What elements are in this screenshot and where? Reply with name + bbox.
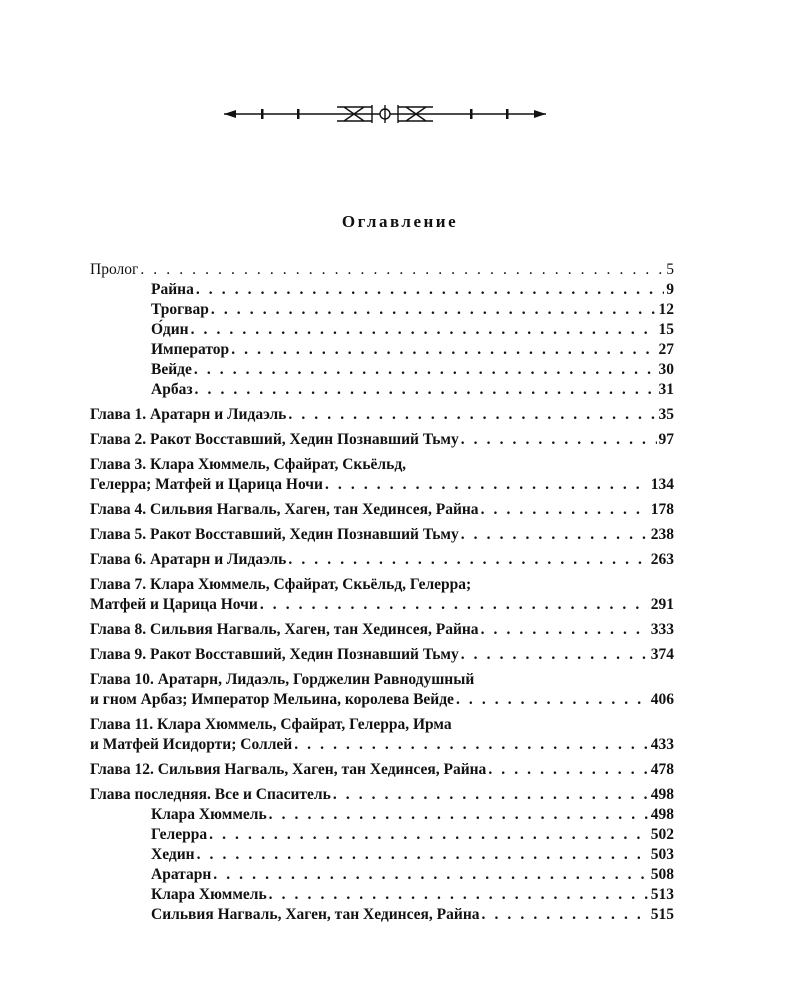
- toc-entry: [90, 865, 674, 885]
- toc-entry: [90, 550, 674, 570]
- toc-page-number: 498: [650, 806, 674, 823]
- toc-entry-title: Глава 11. Клара Хюммель, Сфайрат, Гелерра, Ирма: [90, 716, 452, 733]
- dot-leader: [140, 260, 664, 280]
- toc-entry-line: [90, 595, 674, 615]
- dot-leader: [461, 525, 649, 545]
- toc-page-number: 15: [658, 321, 674, 338]
- toc-entry-title: Глава 3. Клара Хюммель, Сфайрат, Скьёльд,: [90, 456, 407, 473]
- toc-entry: [90, 405, 674, 425]
- toc-entry-title: Матфей и Царица Ночи: [90, 596, 258, 613]
- toc-entry: [90, 670, 674, 710]
- toc-entry-line: [90, 645, 674, 665]
- toc-entry: [90, 380, 674, 400]
- toc-entry-title: Вейде: [151, 361, 192, 378]
- toc-page-number: 263: [650, 551, 674, 568]
- toc-entry-line: [90, 690, 674, 710]
- toc-entry-title: Глава 1. Аратарн и Лидаэль: [90, 406, 287, 423]
- toc-page-number: 515: [650, 906, 674, 923]
- dot-leader: [481, 620, 649, 640]
- toc-entry-line: [151, 340, 674, 360]
- dot-leader: [213, 865, 648, 885]
- toc-entry-line: [90, 760, 674, 780]
- toc-page-number: 406: [650, 691, 674, 708]
- dot-leader: [461, 430, 657, 450]
- dot-leader: [196, 280, 664, 300]
- toc-entry-line: [151, 845, 674, 865]
- toc-entry-title: О́дин: [151, 321, 189, 338]
- dot-leader: [325, 475, 649, 495]
- toc-entry-title: Глава 12. Сильвия Нагваль, Хаген, тан Хединсея, Райна: [90, 761, 487, 778]
- toc-entry-line: [90, 735, 674, 755]
- toc-entry-title: Глава 8. Сильвия Нагваль, Хаген, тан Хединсея, Райна: [90, 621, 479, 638]
- toc-page-number: 291: [650, 596, 674, 613]
- dot-leader: [488, 760, 648, 780]
- toc-entry-title: Глава 6. Аратарн и Лидаэль: [90, 551, 287, 568]
- page-title: Оглавление: [341, 212, 459, 231]
- toc-entry: [90, 905, 674, 925]
- decorative-ornament-divider: [222, 103, 548, 125]
- toc-page-number: 97: [658, 431, 674, 448]
- table-of-contents: [90, 260, 674, 925]
- dot-leader: [481, 500, 649, 520]
- toc-entry-title: Глава 7. Клара Хюммель, Сфайрат, Скьёльд, Гелерра;: [90, 576, 472, 593]
- toc-entry-line: [90, 670, 674, 690]
- toc-entry-title: Глава 9. Ракот Восставший, Хедин Познавший Тьму: [90, 646, 459, 663]
- dot-leader: [211, 300, 657, 320]
- toc-page-number: 374: [650, 646, 674, 663]
- toc-entry-title: Глава последняя. Все и Спаситель: [90, 786, 331, 803]
- toc-page-number: 30: [658, 361, 674, 378]
- toc-entry: [90, 785, 674, 805]
- toc-entry-title: Глава 2. Ракот Восставший, Хедин Познавший Тьму: [90, 431, 459, 448]
- toc-entry-title: Гелерра: [151, 826, 208, 843]
- toc-page-number: 12: [658, 301, 674, 318]
- toc-page-number: 178: [650, 501, 674, 518]
- toc-entry-line: [151, 885, 674, 905]
- dot-leader: [195, 380, 657, 400]
- toc-entry-line: [151, 280, 674, 300]
- dot-leader: [288, 550, 648, 570]
- toc-page-number: 31: [658, 381, 674, 398]
- toc-entry: [90, 805, 674, 825]
- toc-entry-line: [90, 475, 674, 495]
- toc-entry-title: Хедин: [151, 846, 195, 863]
- toc-page-number: 35: [658, 406, 674, 423]
- toc-entry-line: [151, 805, 674, 825]
- toc-entry-line: [151, 320, 674, 340]
- toc-entry-line: [151, 360, 674, 380]
- toc-entry-line: [151, 380, 674, 400]
- dot-leader: [191, 320, 657, 340]
- toc-entry-title: Клара Хюммель: [151, 886, 267, 903]
- toc-entry-title: Гелерра; Матфей и Царица Ночи: [90, 476, 323, 493]
- toc-page-number: 27: [658, 341, 674, 358]
- toc-entry: [90, 360, 674, 380]
- toc-entry: [90, 300, 674, 320]
- dot-leader: [482, 905, 649, 925]
- toc-entry: [90, 845, 674, 865]
- toc-entry: [90, 620, 674, 640]
- dot-leader: [333, 785, 649, 805]
- toc-entry: [90, 500, 674, 520]
- toc-entry-title: Император: [151, 341, 230, 358]
- toc-entry-title: и гном Арбаз; Император Мельина, королева Вейде: [90, 691, 454, 708]
- toc-page-number: 513: [650, 886, 674, 903]
- toc-page-number: 134: [650, 476, 674, 493]
- toc-entry-title: Райна: [151, 281, 194, 298]
- toc-entry-line: [90, 550, 674, 570]
- toc-entry: [90, 525, 674, 545]
- toc-entry-title: Глава 4. Сильвия Нагваль, Хаген, тан Хединсея, Райна: [90, 501, 479, 518]
- toc-entry-line: [90, 575, 674, 595]
- toc-entry-line: [90, 525, 674, 545]
- dot-leader: [260, 595, 649, 615]
- toc-entry-title: Пролог: [90, 261, 139, 278]
- toc-page-number: 9: [666, 281, 674, 298]
- toc-entry: [90, 320, 674, 340]
- toc-entry: [90, 575, 674, 615]
- toc-entry-line: [90, 260, 674, 280]
- toc-entry: [90, 825, 674, 845]
- toc-entry-title: Трогвар: [151, 301, 209, 318]
- toc-page-number: 508: [650, 866, 674, 883]
- dot-leader: [294, 735, 649, 755]
- toc-entry-title: Клара Хюммель: [151, 806, 267, 823]
- toc-entry-title: Аратарн: [151, 866, 212, 883]
- toc-entry-line: [90, 620, 674, 640]
- toc-entry-line: [90, 455, 674, 475]
- toc-entry-line: [90, 785, 674, 805]
- toc-page-number: 478: [650, 761, 674, 778]
- toc-page-number: 238: [650, 526, 674, 543]
- toc-entry-title: Арбаз: [151, 381, 193, 398]
- toc-entry: [90, 455, 674, 495]
- dot-leader: [194, 360, 657, 380]
- toc-entry: [90, 715, 674, 755]
- dot-leader: [288, 405, 656, 425]
- toc-entry: [90, 645, 674, 665]
- dot-leader: [456, 690, 649, 710]
- toc-page-number: 498: [650, 786, 674, 803]
- toc-entry-title: Сильвия Нагваль, Хаген, тан Хединсея, Райна: [151, 906, 480, 923]
- toc-entry-line: [90, 715, 674, 735]
- toc-entry: [90, 340, 674, 360]
- toc-page-number: 502: [650, 826, 674, 843]
- toc-entry-line: [90, 430, 674, 450]
- toc-page-number: 503: [650, 846, 674, 863]
- dot-leader: [461, 645, 649, 665]
- toc-entry-line: [151, 905, 674, 925]
- toc-page-number: 433: [650, 736, 674, 753]
- toc-entry: [90, 760, 674, 780]
- toc-entry-line: [151, 865, 674, 885]
- toc-entry-line: [151, 300, 674, 320]
- toc-entry-title: и Матфей Исидорти; Соллей: [90, 736, 293, 753]
- toc-entry-line: [90, 405, 674, 425]
- dot-leader: [231, 340, 656, 360]
- toc-entry-title: Глава 5. Ракот Восставший, Хедин Познавший Тьму: [90, 526, 459, 543]
- toc-page-number: 5: [666, 261, 674, 278]
- toc-page-number: 333: [650, 621, 674, 638]
- toc-entry: [90, 885, 674, 905]
- toc-entry: [90, 260, 674, 280]
- toc-entry-title: Глава 10. Аратарн, Лидаэль, Горджелин Равнодушный: [90, 671, 475, 688]
- toc-entry: [90, 280, 674, 300]
- toc-entry: [90, 430, 674, 450]
- dot-leader: [269, 805, 649, 825]
- toc-entry-line: [90, 500, 674, 520]
- dot-leader: [197, 845, 649, 865]
- dot-leader: [209, 825, 649, 845]
- toc-entry-line: [151, 825, 674, 845]
- dot-leader: [269, 885, 649, 905]
